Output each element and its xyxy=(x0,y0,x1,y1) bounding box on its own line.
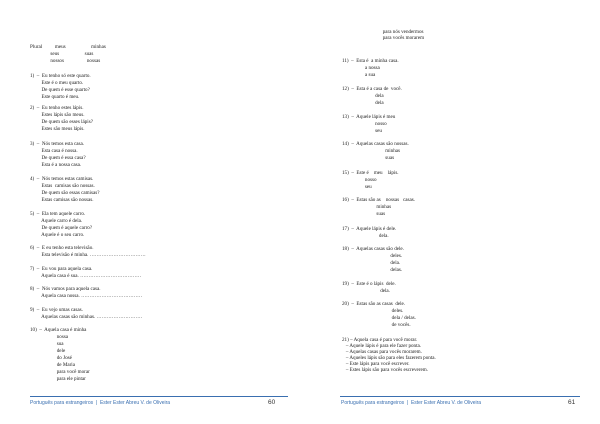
text-line: dela / delas. xyxy=(342,315,416,321)
text-line: De quem é aquele carro? xyxy=(30,225,93,231)
text-line: a nossa xyxy=(342,65,380,71)
text-line: 16) – Estas são as nossas casas. xyxy=(342,197,415,203)
text-line: para você morar xyxy=(30,369,90,375)
text-line: Estas camisas são nossas. xyxy=(30,183,95,189)
left-footer-rule xyxy=(30,396,288,397)
text-line: 2) – Eu tenho estes lápis. xyxy=(30,105,84,111)
text-line: 4) – Nós temos estas camisas. xyxy=(30,176,94,182)
text-line: Esta televisão é minha. …………………………… xyxy=(30,252,146,258)
text-line: 8) – Nós vamos para aquela casa. xyxy=(30,286,101,292)
text-line: 12) – Esta é a casa de você. xyxy=(342,86,402,92)
right-footer-text: Português para estrangeiros | Ester Ester Abreu V. de Oliveira xyxy=(341,400,482,406)
text-line: Esta é a nossa casa. xyxy=(30,162,82,168)
text-line: 7) – Eu vou para aquela casa. xyxy=(30,266,93,272)
text-line: 3) – Nós temos esta casa. xyxy=(30,141,85,147)
text-line: – Este lápis para você escrever. xyxy=(342,361,410,367)
text-line: 13) – Aquele lápis é meu xyxy=(342,114,396,120)
text-line: 1) – Eu tenho só este quarto. xyxy=(30,73,91,79)
left-page-number: 60 xyxy=(268,399,276,406)
text-line: Esta casa é nossa. xyxy=(30,148,78,154)
text-line: 10) – Aquela casa é minha xyxy=(30,327,87,333)
text-line: 21) – Aquela casa é para você morar. xyxy=(342,337,418,343)
text-line: dela xyxy=(342,100,384,106)
text-line: Estes são meus lápis. xyxy=(30,126,85,132)
right-page xyxy=(300,0,600,424)
text-line: De quem são esses lápis? xyxy=(30,119,93,125)
text-line: 17) – Aquele lápis é dele. xyxy=(342,226,397,232)
text-line: nossa xyxy=(30,334,69,340)
text-line: De quem são essas camisas? xyxy=(30,190,100,196)
text-line: Aquele carro é dela. xyxy=(30,218,83,224)
text-line: 6) – E eu tenho esta televisão. xyxy=(30,245,94,251)
text-line: para ele pintar xyxy=(30,376,86,382)
text-line: Aquela casa nossa. ……………………………… xyxy=(30,293,143,299)
text-line: – Aqueles lápis são para eles fazerem ponta. xyxy=(342,355,436,361)
text-line: seu xyxy=(342,184,372,190)
text-line: 11) – Esta é a minha casa. xyxy=(342,58,399,64)
text-line: suas xyxy=(342,211,386,217)
text-line: para vocês morarem xyxy=(342,35,425,41)
text-line: deles. xyxy=(342,308,404,314)
text-line: minhas xyxy=(342,148,401,154)
text-line: minhas xyxy=(342,204,392,210)
text-line: 9) – Eu vejo umas casas. xyxy=(30,307,83,313)
text-line: deles. xyxy=(342,253,403,259)
text-line: dela xyxy=(342,93,384,99)
text-line: De quem é esse quarto? xyxy=(30,87,90,93)
text-line: – Estes lápis são para vocês escreverem. xyxy=(342,367,428,373)
text-line: nossos nossas xyxy=(30,58,101,64)
text-line: nosso xyxy=(342,177,377,183)
text-line: dele xyxy=(30,348,66,354)
text-line: para nós vendermos xyxy=(342,29,424,35)
text-line: nosso xyxy=(342,121,387,127)
text-line: suas xyxy=(342,155,395,161)
text-line: de vocês. xyxy=(342,322,411,328)
left-footer-text: Português para estrangeiros | Ester Ester Abreu V. de Oliveira xyxy=(30,400,171,406)
text-line: – Aquele lápis é para ele fazer ponta. xyxy=(342,343,422,349)
text-line: Plural meus minhas xyxy=(30,44,106,50)
text-line: Aquela casa é sua. ……………………………… xyxy=(30,273,142,279)
text-line: a sua xyxy=(342,72,376,78)
text-line: seu xyxy=(342,128,382,134)
text-line: – Aquelas casas para vocês morarem. xyxy=(342,349,422,355)
text-line: Estas camisas são nossas. xyxy=(30,197,94,203)
text-line: seus suas xyxy=(30,51,94,57)
text-line: de Maria xyxy=(30,362,75,368)
text-line: 19) – Este é o lápis dele. xyxy=(342,281,396,287)
text-line: 14) – Aquelas casas são nossas. xyxy=(342,141,409,147)
text-line: do José xyxy=(30,355,72,361)
text-line: Aquelas casas são minhas. ……………………… xyxy=(30,314,143,320)
text-line: delas. xyxy=(342,267,403,273)
text-line: dela. xyxy=(342,260,401,266)
text-line: Aquele é o seu carro. xyxy=(30,232,85,238)
text-line: 5) – Ela tem aquele carro. xyxy=(30,211,86,217)
text-line: sua xyxy=(30,341,64,347)
text-line: Estes lápis são meus. xyxy=(30,112,85,118)
right-page-number: 61 xyxy=(568,399,576,406)
text-line: Este quarto é meu. xyxy=(30,94,80,100)
text-line: 20) – Estas são as casas dele. xyxy=(342,301,406,307)
text-line: 15) – Este é meu lápis. xyxy=(342,170,399,176)
text-line: Este é o meu quarto. xyxy=(30,80,84,86)
text-line: 18) – Aquelas casas são dele. xyxy=(342,246,404,252)
text-line: dela. xyxy=(342,233,389,239)
text-line: De quem é essa casa? xyxy=(30,155,86,161)
right-footer-rule xyxy=(340,396,580,397)
text-line: dela. xyxy=(342,288,390,294)
